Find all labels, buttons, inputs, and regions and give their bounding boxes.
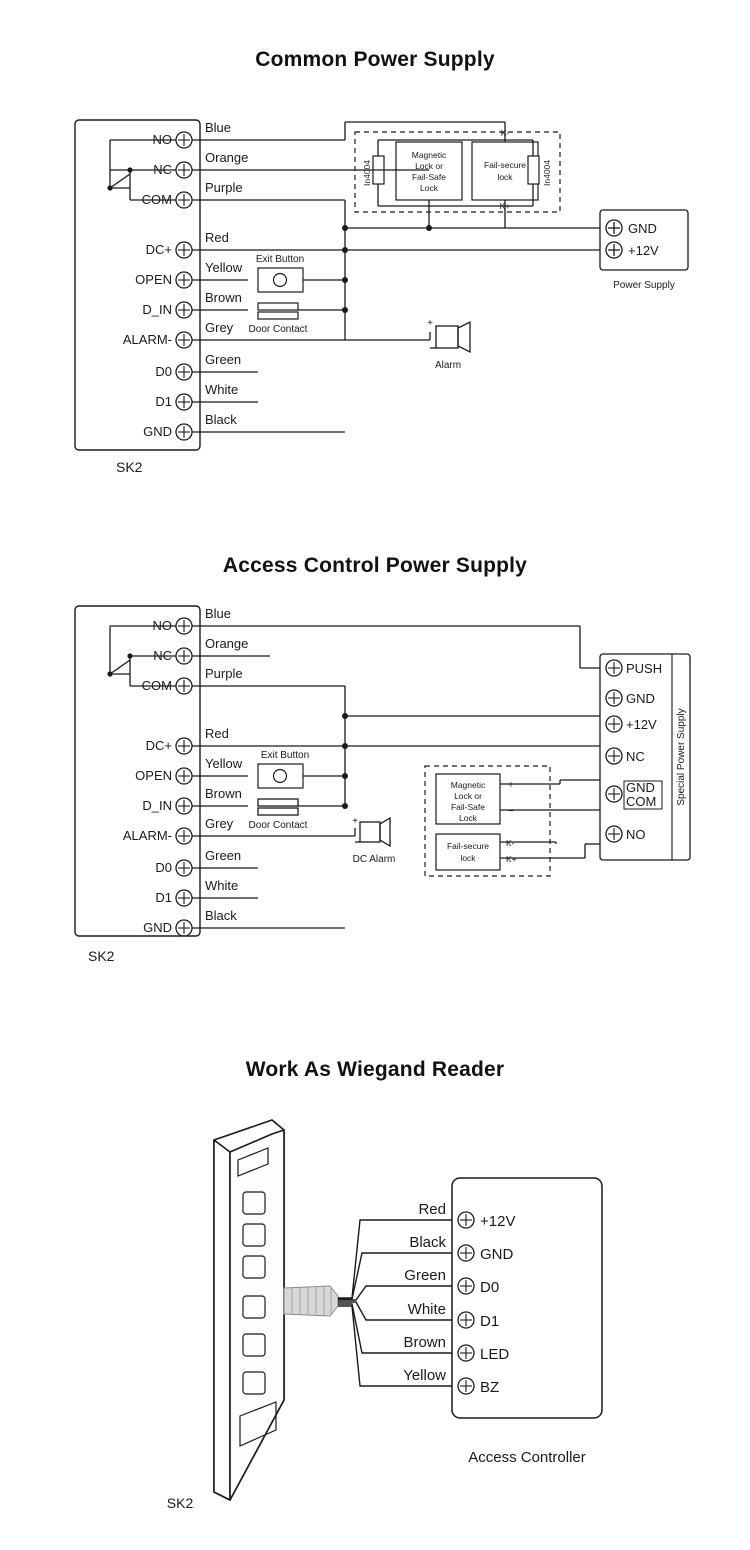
k-plus-label: K+: [499, 201, 511, 211]
k-minus-label: K-: [506, 838, 515, 848]
terminal-label-open: OPEN: [135, 272, 172, 287]
diagram-common-power-supply: [0, 110, 750, 490]
diagram-access-control-power-supply: [0, 596, 750, 996]
terminal-label-no: NO: [152, 132, 172, 147]
access-controller-label: Access Controller: [468, 1449, 586, 1466]
controller-terminal-d1: D1: [480, 1313, 500, 1330]
terminal-label-gnd: GND: [143, 920, 172, 935]
door-contact-label: Door Contact: [248, 820, 308, 831]
magnetic-lock-label-3: Fail-Safe: [411, 172, 447, 182]
k-plus-label: K+: [506, 854, 517, 864]
magnetic-lock-label-4: Lock: [420, 183, 438, 193]
terminal-label-d1: D1: [155, 890, 172, 905]
terminal-label-d0: D0: [155, 860, 172, 875]
terminal-label-nc: NC: [153, 648, 172, 663]
wire-label-brown: Brown: [205, 290, 242, 305]
dc-alarm-symbol: [360, 822, 380, 842]
door-contact-symbol-top: [258, 303, 298, 310]
exit-button-label: Exit Button: [255, 254, 305, 265]
terminal-label-open: OPEN: [135, 768, 172, 783]
magnetic-lock-label-4: Lock: [459, 813, 477, 823]
access-controller-box: [452, 1178, 602, 1418]
device-label-sk2: SK2: [116, 459, 143, 475]
wire-label-white: White: [205, 382, 239, 397]
special-power-supply-title: Special Power Supply: [676, 708, 687, 806]
magnetic-lock-label-2: Lock or: [454, 791, 482, 801]
magnetic-lock-label-2: Lock or: [415, 161, 443, 171]
section-title-access-control-power-supply: Access Control Power Supply: [222, 554, 528, 577]
controller-terminal-gnd: GND: [480, 1246, 514, 1263]
wire-label-black: Black: [409, 1234, 446, 1251]
alarm-plus-sign: +: [427, 318, 433, 329]
fail-secure-lock-label-1: Fail-secure: [483, 160, 527, 170]
terminal-label-din: D_IN: [142, 302, 172, 317]
lock-plus-sign: +: [508, 780, 514, 791]
wire-label-black: Black: [205, 412, 237, 427]
fail-secure-lock-label-2: lock: [460, 853, 476, 863]
wire-label-red: Red: [205, 726, 229, 741]
terminal-label-alarm: ALARM-: [122, 828, 172, 843]
wire-label-grey: Grey: [205, 320, 234, 335]
wire-label-green: Green: [404, 1267, 446, 1284]
lock-minus-sign: −: [508, 806, 514, 817]
terminal-label-d1: D1: [155, 394, 172, 409]
wire-label-red: Red: [418, 1201, 446, 1218]
k-minus-label: K-: [500, 128, 510, 138]
sps-terminal-push: PUSH: [626, 661, 663, 676]
wire-label-red: Red: [205, 230, 229, 245]
controller-terminal-d0: D0: [480, 1279, 500, 1296]
terminal-label-com: COM: [141, 192, 172, 207]
door-contact-symbol-top: [258, 799, 298, 806]
magnetic-lock-label-3: Fail-Safe: [450, 802, 486, 812]
wire-label-white: White: [205, 878, 239, 893]
fail-secure-lock-label-2: lock: [497, 172, 513, 182]
controller-terminal-led: LED: [480, 1346, 510, 1363]
wire-label-yellow: Yellow: [403, 1367, 446, 1384]
wire-label-green: Green: [205, 352, 242, 367]
wire-label-orange: Orange: [205, 150, 249, 165]
wire-label-yellow: Yellow: [205, 260, 243, 275]
power-supply-terminal-gnd: GND: [628, 221, 657, 236]
terminal-label-com: COM: [141, 678, 172, 693]
diode-right: [528, 156, 539, 184]
power-supply-title: Power Supply: [613, 280, 675, 291]
wire-label-orange: Orange: [205, 636, 249, 651]
wire-label-purple: Purple: [205, 180, 243, 195]
wire-label-white: White: [407, 1301, 446, 1318]
section-title-work-as-wiegand-reader: Work As Wiegand Reader: [245, 1058, 505, 1081]
section-title-common-power-supply: Common Power Supply: [255, 48, 495, 71]
terminal-label-dcplus: DC+: [145, 242, 172, 257]
exit-button-label: Exit Button: [260, 750, 310, 761]
magnetic-lock-label-1: Magnetic: [411, 150, 447, 160]
wire-label-grey: Grey: [205, 816, 234, 831]
device-label-sk2: SK2: [166, 1495, 194, 1511]
power-supply-box: [600, 210, 688, 270]
wire-label-purple: Purple: [205, 666, 243, 681]
fail-secure-lock-label-1: Fail-secure: [446, 841, 490, 851]
power-supply-terminal-12v: +12V: [628, 243, 659, 258]
magnetic-lock-label-1: Magnetic: [450, 780, 486, 790]
dc-alarm-label: DC Alarm: [352, 854, 396, 865]
wire-label-blue: Blue: [205, 120, 232, 135]
dc-alarm-plus-sign: +: [352, 816, 358, 827]
terminal-label-dcplus: DC+: [145, 738, 172, 753]
door-contact-label: Door Contact: [248, 324, 308, 335]
diode-right-label: In4004: [542, 160, 552, 186]
wire-label-yellow: Yellow: [205, 756, 243, 771]
wire-label-brown: Brown: [403, 1334, 446, 1351]
sps-terminal-gnd: GND: [626, 691, 655, 706]
reader-side: [214, 1140, 230, 1500]
sps-terminal-nc: NC: [626, 749, 645, 764]
wire-label-green: Green: [205, 848, 242, 863]
terminal-label-nc: NC: [153, 162, 172, 177]
sps-terminal-com: COM: [626, 794, 657, 809]
alarm-symbol: [436, 326, 458, 348]
exit-button-symbol: [258, 268, 303, 292]
device-label-sk2: SK2: [88, 948, 115, 964]
sps-terminal-no: NO: [626, 827, 646, 842]
controller-terminal-12v: +12V: [480, 1213, 516, 1230]
terminal-label-din: D_IN: [142, 798, 172, 813]
diagram-work-as-wiegand-reader: [0, 1100, 750, 1520]
door-contact-symbol-bottom: [258, 312, 298, 319]
terminal-label-alarm: ALARM-: [122, 332, 172, 347]
sps-terminal-12v: +12V: [626, 717, 657, 732]
wire-label-blue: Blue: [205, 606, 232, 621]
fail-secure-lock-box: [436, 834, 500, 870]
wire-label-brown: Brown: [205, 786, 242, 801]
exit-button-symbol: [258, 764, 303, 788]
diode-left-label: In4004: [362, 160, 372, 186]
terminal-label-d0: D0: [155, 364, 172, 379]
terminal-label-gnd: GND: [143, 424, 172, 439]
sps-terminal-gnd-com: GND: [626, 780, 655, 795]
controller-terminal-bz: BZ: [480, 1379, 500, 1396]
wire-label-black: Black: [205, 908, 237, 923]
door-contact-symbol-bottom: [258, 808, 298, 815]
reader-front: [230, 1130, 284, 1500]
alarm-label: Alarm: [434, 360, 462, 371]
terminal-label-no: NO: [152, 618, 172, 633]
